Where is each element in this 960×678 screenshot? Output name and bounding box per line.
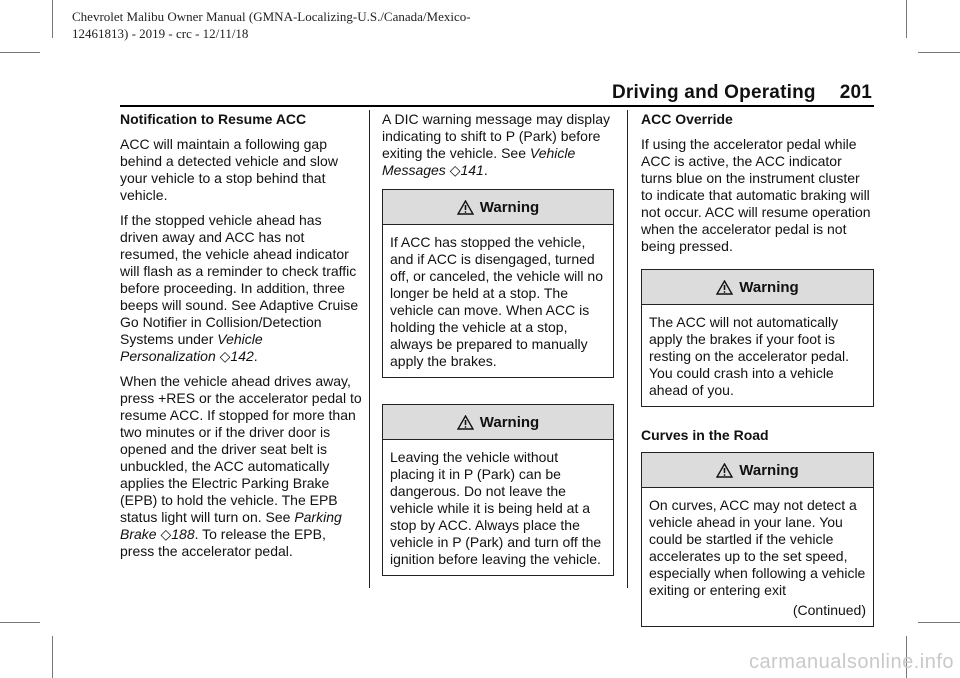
continued-label: (Continued) <box>792 602 866 618</box>
warning-body: If ACC has stopped the vehicle, and if ACC is disengaged, turned off, or canceled, the vehicle will no longer be held at a stop. The vehicle can move. When ACC is holding the vehicle at a stop, always be prepared to manually apply the brakes. <box>390 234 603 369</box>
header-rule <box>120 105 874 107</box>
warning-title: Warning <box>479 413 540 431</box>
manual-header <box>72 8 471 42</box>
watermark: carmanualsonline.info <box>748 651 954 673</box>
crop-mark <box>906 0 907 38</box>
crop-mark <box>52 0 53 38</box>
page-ref-number[interactable]: 141 <box>460 162 484 178</box>
cross-reference-link[interactable]: Vehicle Messages <box>382 145 576 178</box>
paragraph <box>120 212 362 365</box>
warning-body <box>642 488 873 626</box>
column-2 <box>382 111 614 576</box>
warning-header <box>642 270 873 305</box>
paragraph-text: When the vehicle ahead drives away, press +RES or the accelerator pedal to resume ACC. If stopped for more than two minutes or if the driver door is opened and the driver seat belt is unbuckled, the ACC automatically applies the Electric Parking Brake (EPB) to hold the vehicle. The EPB status light will turn on. See <box>120 373 362 525</box>
warning-triangle-icon <box>457 200 474 215</box>
page-ref-number[interactable]: 188 <box>171 526 195 542</box>
column-3 <box>641 111 874 627</box>
section-title: Driving and Operating <box>611 82 816 103</box>
page-ref-arrow-icon: ◇ <box>160 526 172 542</box>
warning-triangle-icon <box>716 463 733 478</box>
cross-reference-link[interactable]: Vehicle Personalization <box>120 331 263 364</box>
heading-acc-override: ACC Override <box>641 111 733 127</box>
paragraph <box>382 111 614 179</box>
crop-mark <box>52 636 53 678</box>
section-header <box>612 82 872 104</box>
manual-header-line1: Chevrolet Malibu Owner Manual (GMNA-Localizing-U.S./Canada/Mexico- <box>72 9 471 24</box>
paragraph-text: A DIC warning message may display indicating to shift to P (Park) before exiting the vehicle. See <box>382 111 610 161</box>
paragraph-text: If the stopped vehicle ahead has driven away and ACC has not resumed, the vehicle ahead indicator will flash as a reminder to check traffic before proceeding. In addition, three beeps will sound. See Adaptive Cruise Go Notifier in Collision/Detection Systems under <box>120 212 359 347</box>
page-ref-arrow-icon: ◇ <box>449 162 461 178</box>
paragraph: If using the accelerator pedal while ACC is active, the ACC indicator turns blue on the instrument cluster to indicate that automatic braking will not occur. ACC will resume operation when the accelerator pedal is not being pressed. <box>641 136 871 254</box>
punctuation: . <box>483 162 488 178</box>
page-ref-arrow-icon: ◇ <box>219 348 231 364</box>
paragraph <box>120 373 362 560</box>
heading-curves-in-the-road: Curves in the Road <box>641 427 769 443</box>
column-divider <box>369 110 370 588</box>
page-number: 201 <box>839 82 872 103</box>
crop-mark <box>0 52 40 53</box>
cross-reference-link[interactable]: Parking Brake <box>120 509 342 542</box>
warning-box <box>641 269 874 407</box>
warning-header <box>383 405 613 440</box>
column-1 <box>120 111 362 568</box>
paragraph-text: . To release the EPB, press the accelerator pedal. <box>120 526 326 559</box>
crop-mark <box>918 52 960 53</box>
warning-title: Warning <box>479 198 540 216</box>
crop-mark <box>0 622 40 623</box>
warning-title: Warning <box>739 278 799 296</box>
warning-box <box>382 189 614 378</box>
punctuation: . <box>253 348 258 364</box>
warning-box <box>382 404 614 576</box>
warning-header <box>642 453 873 488</box>
column-divider <box>627 110 628 588</box>
paragraph: ACC will maintain a following gap behind a detected vehicle and slow your vehicle to a stop behind that vehicle. <box>120 136 338 203</box>
warning-text: On curves, ACC may not detect a vehicle ahead in your lane. You could be startled if the vehicle accelerates up to the set speed, especially when following a vehicle exiting or entering exit <box>649 497 866 598</box>
warning-body: The ACC will not automatically apply the brakes if your foot is resting on the accelerator pedal. You could crash into a vehicle ahead of you. <box>649 314 850 398</box>
warning-header <box>383 190 613 225</box>
heading-notification-resume-acc: Notification to Resume ACC <box>120 111 307 127</box>
manual-header-line2: 12461813) - 2019 - crc - 12/11/18 <box>72 26 249 41</box>
warning-triangle-icon <box>716 280 733 295</box>
crop-mark <box>918 622 960 623</box>
warning-title: Warning <box>739 461 799 479</box>
page-ref-number[interactable]: 142 <box>230 348 254 364</box>
warning-box <box>641 452 874 627</box>
warning-body: Leaving the vehicle without placing it in P (Park) can be dangerous. Do not leave the vehicle while it is being held at a stop by ACC. Always place the vehicle in P (Park) and turn off the ignition before leaving the vehicle. <box>390 449 602 567</box>
warning-triangle-icon <box>457 415 474 430</box>
